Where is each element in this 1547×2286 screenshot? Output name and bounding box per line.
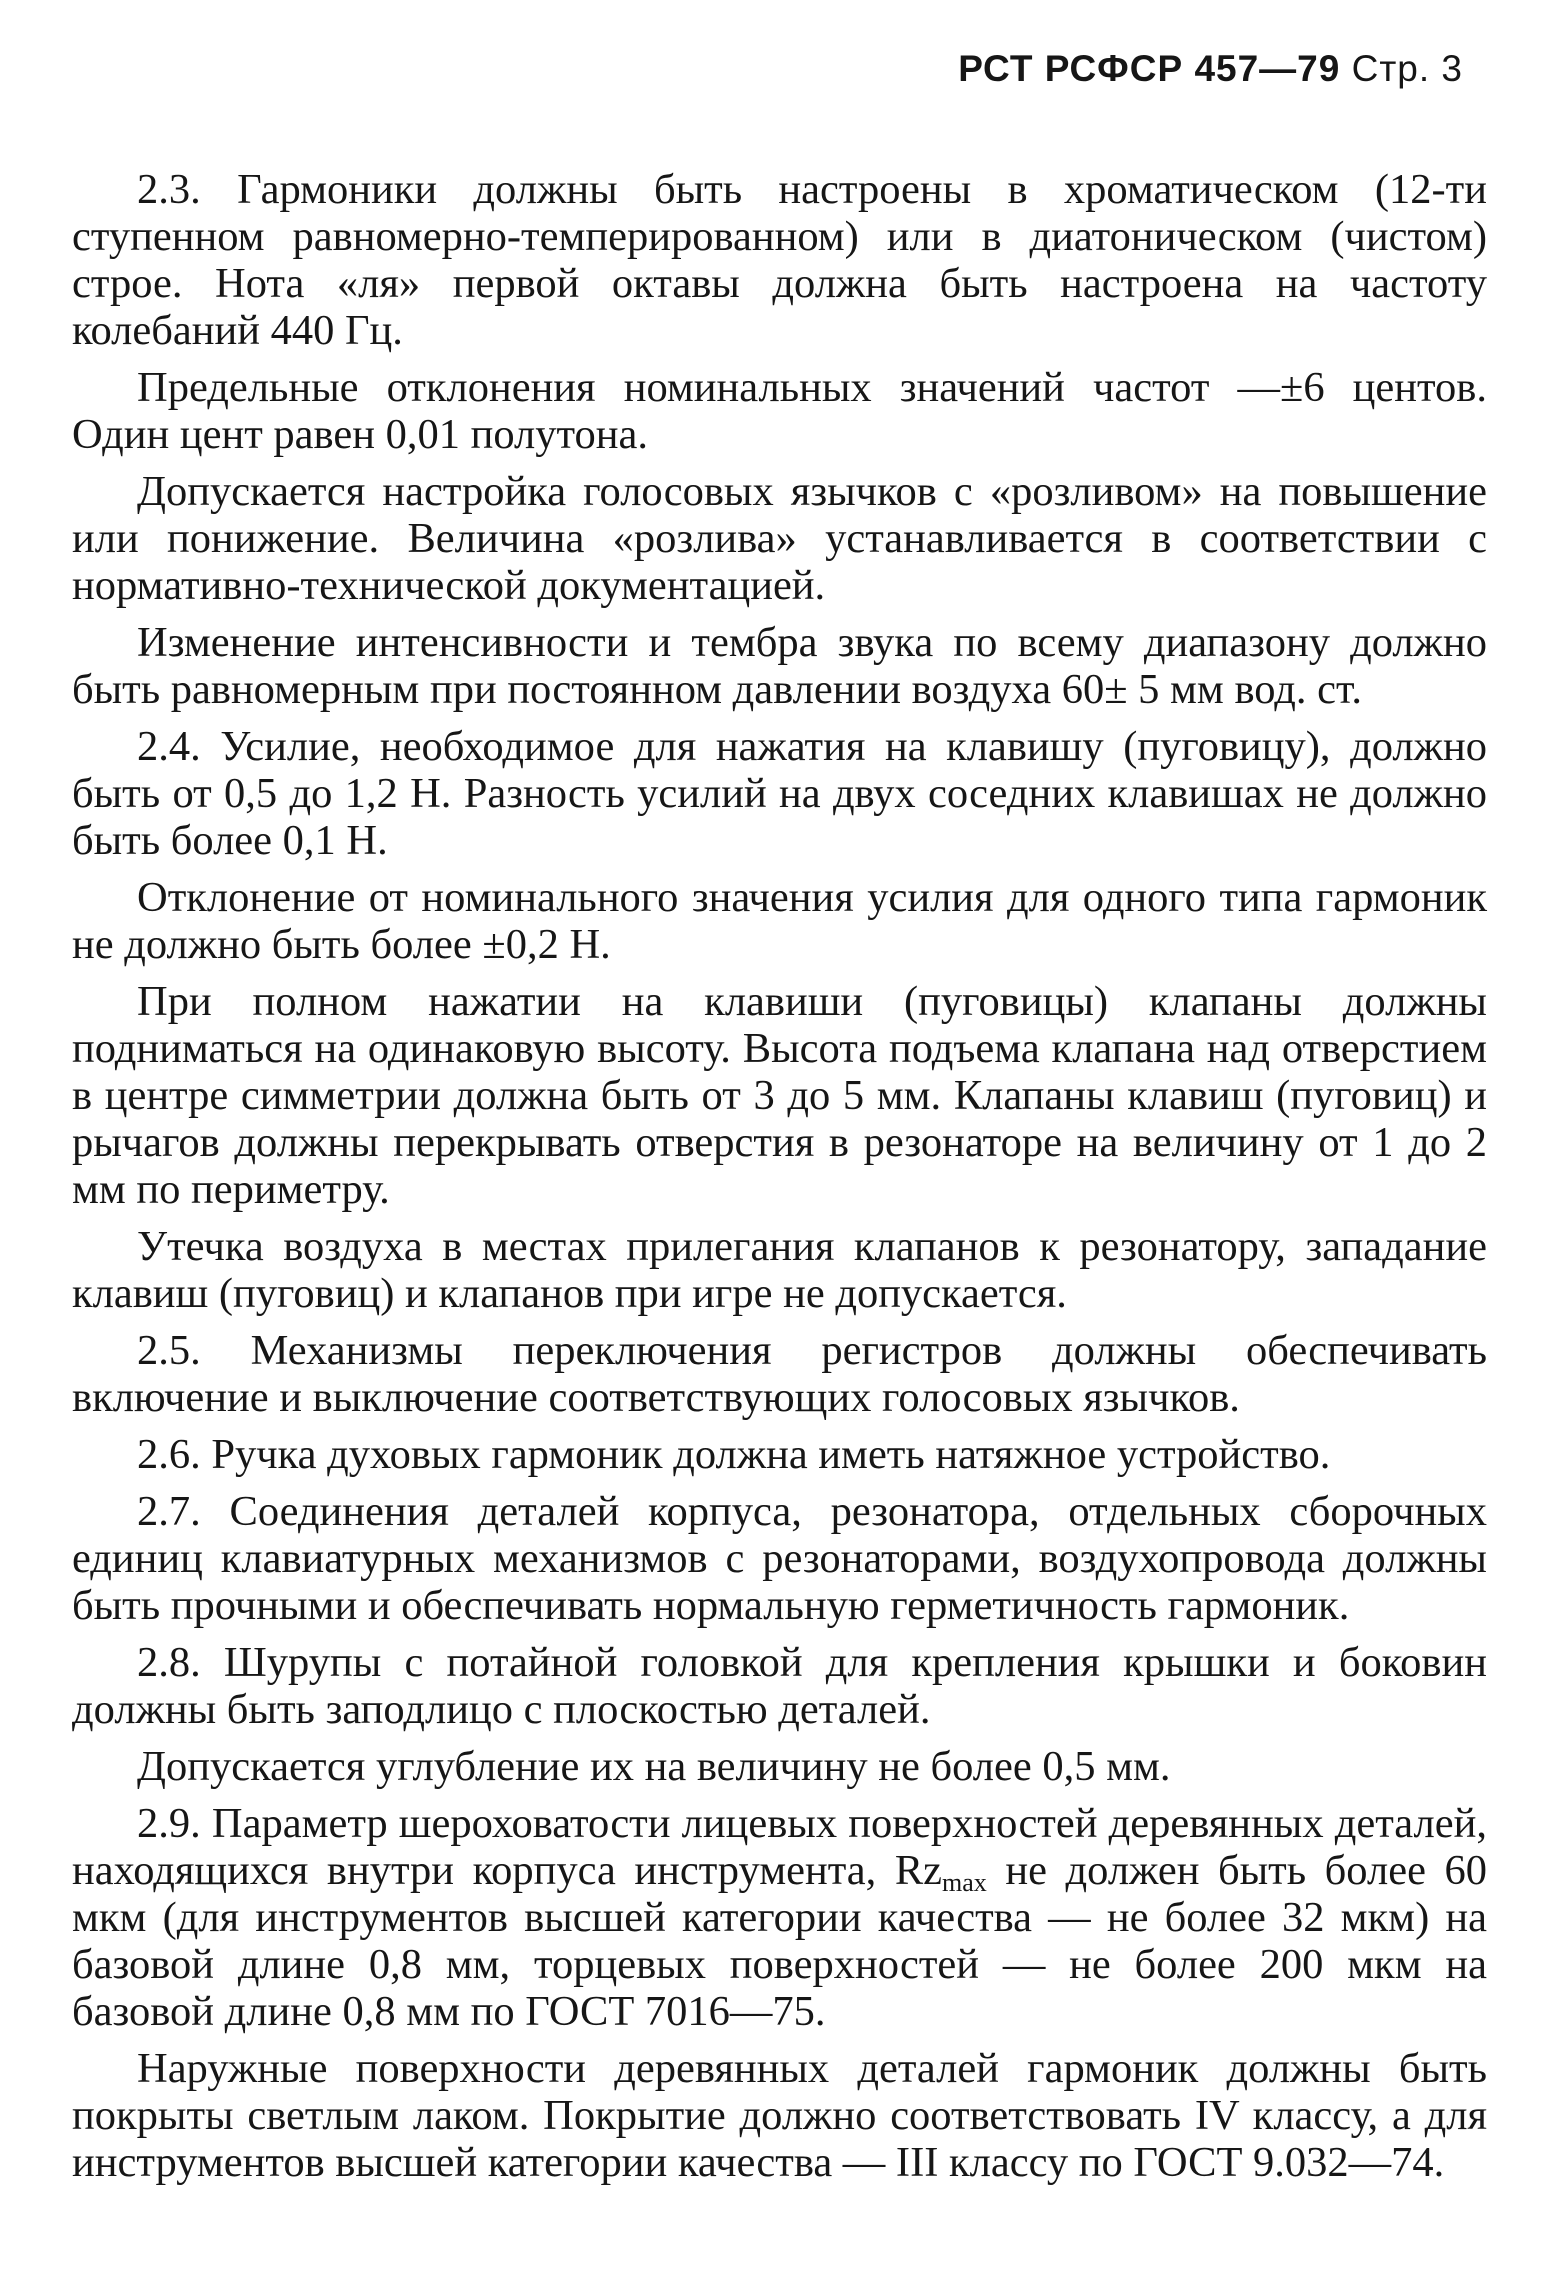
paragraph-2-7: 2.7. Соединения деталей корпуса, резонатора, отдельных сборочных единиц клавиатурных механизмов с резонаторами, воздухопровода должны быть прочными и обеспечивать нормальную герметичность гармоник. (72, 1488, 1487, 1629)
document-code: РСТ РСФСР 457—79 (958, 48, 1341, 89)
paragraph-2-3: 2.3. Гармоники должны быть настроены в хроматическом (12-ти ступенном равномерно-темперированном) или в диатоническом (чистом) строе. Нота «ля» первой октавы должна быть настроена на частоту колебаний 440 Гц. (72, 166, 1487, 354)
roughness-symbol: Rz (894, 1847, 943, 1894)
paragraph-2-6: 2.6. Ручка духовых гармоник должна иметь натяжное устройство. (137, 1431, 1331, 1478)
running-header (72, 48, 1487, 90)
paragraph-screw-recess: Допускается углубление их на величину не более 0,5 мм. (137, 1743, 1171, 1790)
paragraph-2-9 (72, 1800, 1487, 2035)
page-number: Стр. 3 (1351, 48, 1463, 89)
paragraph-2-4: 2.4. Усилие, необходимое для нажатия на клавишу (пуговицу), должно быть от 0,5 до 1,2 Н. Разность усилий на двух соседних клавишах не должно быть более 0,1 Н. (72, 723, 1487, 864)
paragraph-2-8: 2.8. Шурупы с потайной головкой для крепления крышки и боковин должны быть заподлицо с плоскостью деталей. (72, 1639, 1487, 1733)
roughness-symbol-subscript: max (942, 1868, 987, 1897)
paragraph-reed-tuning: Допускается настройка голосовых язычков с «розливом» на повышение или понижение. Величина «розлива» устанавливается в соответствии с нормативно-технической документацией. (72, 468, 1487, 609)
paragraph-sound-intensity: Изменение интенсивности и тембра звука по всему диапазону должно быть равномерным при постоянном давлении воздуха 60± 5 мм вод. ст. (72, 619, 1487, 713)
paragraph-2-9-lead: 2.9. Параметр шероховатости лицевых поверхностей деревянных деталей, находящихся внутри корпуса инструмента, (72, 1800, 1487, 1894)
paragraph-surface-finish: Наружные поверхности деревянных деталей гармоник должны быть покрыты светлым лаком. Покрытие должно соответствовать IV классу, а для инструментов высшей категории качества — III классу по ГОСТ 9.032—74. (72, 2045, 1487, 2186)
paragraph-valve-lift: При полном нажатии на клавиши (пуговицы) клапаны должны подниматься на одинаковую высоту. Высота подъема клапана над отверстием в центре симметрии должна быть от 3 до 5 мм. Клапаны клавиш (пуговиц) и рычагов должны перекрывать отверстия в резонаторе на величину от 1 до 2 мм по периметру. (72, 978, 1487, 1213)
paragraph-frequency-tolerance: Предельные отклонения номинальных значений частот —±6 центов. Один цент равен 0,01 полутона. (72, 364, 1487, 458)
paragraph-force-deviation: Отклонение от номинального значения усилия для одного типа гармоник не должно быть более ±0,2 Н. (72, 874, 1487, 968)
document-body (72, 166, 1487, 2186)
paragraph-2-5: 2.5. Механизмы переключения регистров должны обеспечивать включение и выключение соответствующих голосовых язычков. (72, 1327, 1487, 1421)
paragraph-2-9-rest: не должен быть более 60 мкм (для инструментов высшей категории качества — не более 32 мкм) на базовой длине 0,8 мм, торцевых поверхностей — не более 200 мкм на базовой длине 0,8 мм по ГОСТ 7016—75. (72, 1847, 1487, 2035)
paragraph-air-leak: Утечка воздуха в местах прилегания клапанов к резонатору, западание клавиш (пуговиц) и клапанов при игре не допускается. (72, 1223, 1487, 1317)
